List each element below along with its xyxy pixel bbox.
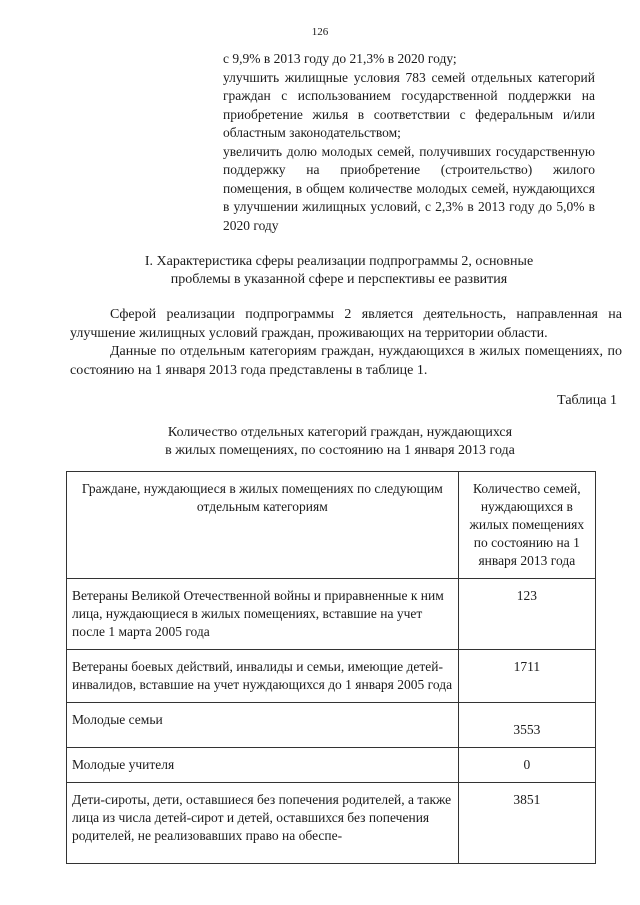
table-caption-line: в жилых помещениях, по состоянию на 1 января 2013 года	[165, 443, 515, 458]
count-cell: 0	[458, 748, 595, 783]
table-caption-line: Количество отдельных категорий граждан, нуждающихся	[167, 425, 513, 440]
table-row	[67, 783, 596, 864]
body-text	[70, 306, 622, 380]
table-row	[67, 703, 596, 748]
intro-line: с 9,9% в 2013 году до 21,3% в 2020 году;	[223, 51, 457, 66]
category-cell: Молодые учителя	[67, 748, 459, 783]
paragraph: Сферой реализации подпрограммы 2 является деятельность, направленная на улучшение жилищных условий граждан, проживающих на территории области.	[70, 307, 622, 341]
page-number: 126	[311, 26, 329, 38]
table-row	[67, 748, 596, 783]
section-title-line: проблемы в указанной сфере и перспективы ее развития	[170, 272, 508, 287]
count-cell: 1711	[458, 650, 595, 703]
table-header-row	[67, 472, 596, 579]
table-row	[67, 579, 596, 650]
category-cell: Молодые семьи	[67, 703, 459, 748]
category-cell: Дети-сироты, дети, оставшиеся без попечения родителей, а также лица из числа детей-сирот и детей, оставшихся без попечения родителей, не реализовавших право на обеспе-	[67, 783, 459, 864]
section-title-line: I. Характеристика сферы реализации подпрограммы 2, основные	[144, 254, 534, 269]
header-category: Граждане, нуждающиеся в жилых помещениях по следующим отдельным категориям	[67, 472, 459, 579]
intro-list	[223, 50, 595, 235]
count-cell: 3851	[458, 783, 595, 864]
data-table	[66, 471, 596, 864]
table-row	[67, 650, 596, 703]
intro-line: улучшить жилищные условия 783 семей отдельных категорий граждан с использованием государственной поддержки на приобретение жилья в соответствии с федеральным и/или областным законодательством;	[223, 69, 595, 140]
table-label: Таблица 1	[557, 393, 617, 408]
count-cell: 3553	[458, 703, 595, 748]
header-count: Количество семей, нуждающихся в жилых помещениях по состоянию на 1 января 2013 года	[458, 472, 595, 579]
table-caption	[60, 424, 620, 460]
count-cell: 123	[458, 579, 595, 650]
category-cell: Ветераны Великой Отечественной войны и приравненные к ним лица, нуждающиеся в жилых помещениях, вставшие на учет после 1 марта 2005 года	[67, 579, 459, 650]
section-title	[70, 253, 608, 289]
paragraph: Данные по отдельным категориям граждан, нуждающихся в жилых помещениях, по состоянию на 1 января 2013 года представлены в таблице 1.	[70, 344, 622, 378]
category-cell: Ветераны боевых действий, инвалиды и семьи, имеющие детей-инвалидов, вставшие на учет нуждающихся до 1 января 2005 года	[67, 650, 459, 703]
intro-line: увеличить долю молодых семей, получивших государственную поддержку на приобретение (строительство) жилого помещения, в общем количестве молодых семей, нуждающихся в улучшении жилищных условий, с 2,3% в 2013 году до 5,0% в 2020 году	[223, 143, 595, 233]
